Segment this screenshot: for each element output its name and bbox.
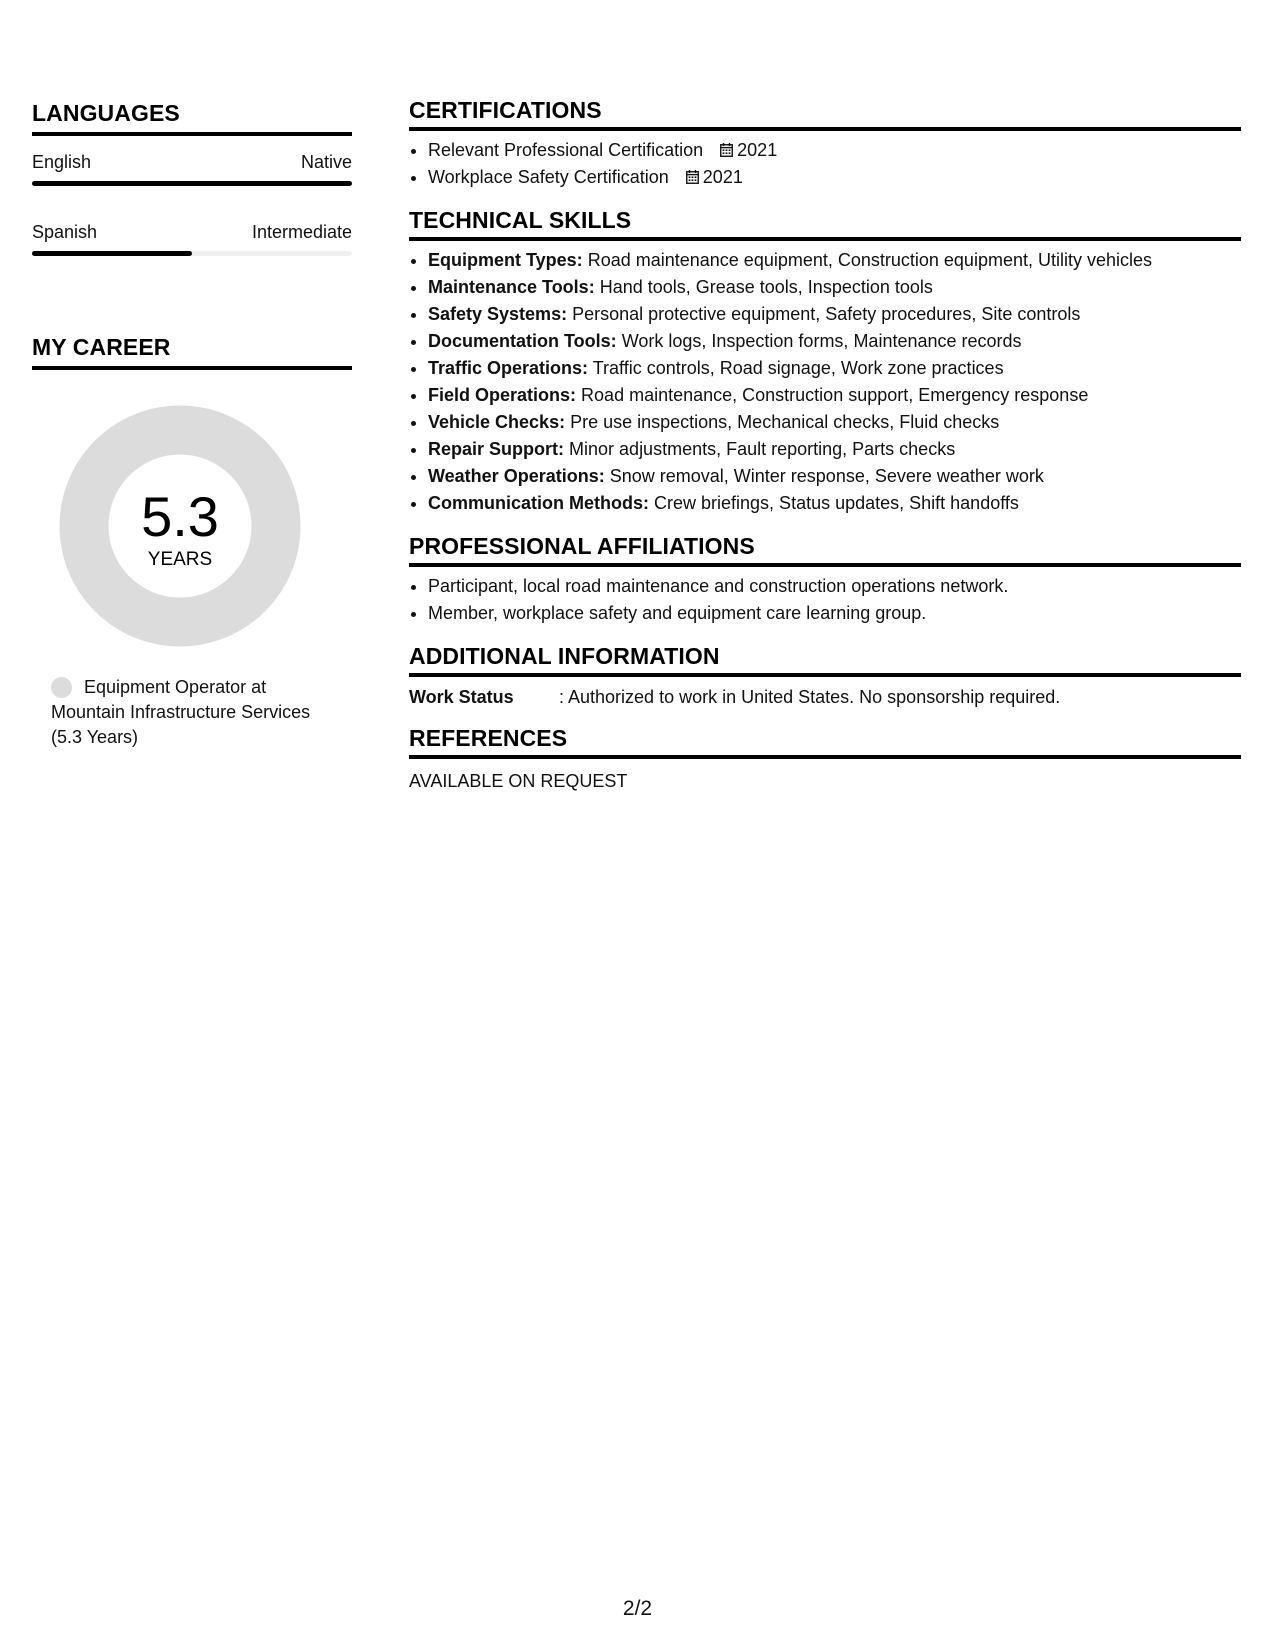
skill-value: Work logs, Inspection forms, Maintenance records: [621, 331, 1022, 351]
skill-label: Weather Operations:: [428, 466, 605, 486]
affiliation-item: • Member, workplace safety and equipment care learning group.: [428, 600, 1241, 627]
certifications-section: [409, 95, 1241, 191]
affiliations-list: [409, 573, 1241, 627]
skill-label: Equipment Types:: [428, 250, 583, 270]
affiliations-section: [409, 531, 1241, 627]
skill-value: Crew briefings, Status updates, Shift handoffs: [654, 493, 1019, 513]
career-total-unit: YEARS: [147, 549, 213, 570]
right-column: [409, 95, 1241, 807]
skill-item: [428, 301, 1241, 328]
career-heading: MY CAREER: [32, 332, 352, 370]
skill-item: [428, 328, 1241, 355]
technical-skills-section: [409, 205, 1241, 517]
skill-item: [428, 355, 1241, 382]
career-entry-text: Equipment Operator at Mountain Infrastructure Services (5.3 Years): [51, 677, 311, 747]
skill-item: [428, 382, 1241, 409]
work-status-label: Work Status: [409, 687, 514, 707]
certification-year: 2021: [737, 140, 778, 160]
skill-value: Hand tools, Grease tools, Inspection tools: [599, 277, 933, 297]
language-item: [32, 150, 352, 186]
page-number: 2/2: [622, 1597, 653, 1620]
left-column: [32, 98, 352, 750]
career-entry: [51, 675, 341, 750]
affiliations-heading: PROFESSIONAL AFFILIATIONS: [409, 531, 1241, 567]
skill-value: Road maintenance, Construction support, Emergency response: [581, 385, 1089, 405]
certification-item: [428, 164, 1241, 191]
certification-name: Relevant Professional Certification: [428, 140, 704, 160]
language-proficiency-bar: [32, 181, 352, 186]
calendar-icon: [686, 170, 699, 184]
skill-label: Maintenance Tools:: [428, 277, 595, 297]
certifications-heading: CERTIFICATIONS: [409, 95, 1241, 131]
career-legend-dot: [51, 677, 72, 698]
certification-year: 2021: [702, 167, 743, 187]
calendar-icon: [720, 143, 733, 157]
skill-item: [428, 274, 1241, 301]
skill-value: Traffic controls, Road signage, Work zone practices: [592, 358, 1004, 378]
certifications-list: [409, 137, 1241, 191]
additional-information-section: [409, 641, 1241, 709]
affiliation-item: • Participant, local road maintenance and construction operations network.: [428, 573, 1241, 600]
skill-label: Vehicle Checks:: [428, 412, 566, 432]
skill-label: Field Operations:: [428, 385, 577, 405]
skill-label: Repair Support:: [428, 439, 565, 459]
skill-label: Traffic Operations:: [428, 358, 589, 378]
skill-value: Minor adjustments, Fault reporting, Parts checks: [569, 439, 956, 459]
language-level: Intermediate: [251, 222, 352, 242]
skill-value: Pre use inspections, Mechanical checks, Fluid checks: [570, 412, 1000, 432]
skill-label: Documentation Tools:: [428, 331, 617, 351]
references-heading: REFERENCES: [409, 723, 1241, 759]
skill-item: [428, 490, 1241, 517]
skill-item: [428, 463, 1241, 490]
certification-name: Workplace Safety Certification: [428, 167, 669, 187]
technical-skills-list: [409, 247, 1241, 517]
skill-item: [428, 247, 1241, 274]
work-status-row: [409, 685, 1241, 709]
skill-label: Communication Methods:: [428, 493, 649, 513]
language-proficiency-bar: [32, 251, 352, 256]
language-level: Native: [300, 152, 352, 172]
references-section: [409, 723, 1241, 793]
references-text: AVAILABLE ON REQUEST: [409, 771, 628, 791]
language-item: [32, 220, 352, 256]
skill-item: [428, 436, 1241, 463]
work-status-value: : Authorized to work in United States. No sponsorship required.: [559, 687, 1061, 707]
technical-skills-heading: TECHNICAL SKILLS: [409, 205, 1241, 241]
language-name: English: [32, 152, 92, 172]
skill-value: Snow removal, Winter response, Severe weather work: [609, 466, 1044, 486]
skill-value: Road maintenance equipment, Construction equipment, Utility vehicles: [587, 250, 1153, 270]
certification-item: [428, 137, 1241, 164]
career-total-value: 5.3: [141, 485, 219, 548]
language-name: Spanish: [32, 222, 98, 242]
language-proficiency-fill: [32, 251, 192, 256]
career-donut-chart: [57, 403, 303, 649]
skill-item: [428, 409, 1241, 436]
language-proficiency-fill: [32, 181, 352, 186]
additional-information-heading: ADDITIONAL INFORMATION: [409, 641, 1241, 677]
skill-value: Personal protective equipment, Safety procedures, Site controls: [572, 304, 1081, 324]
languages-heading: LANGUAGES: [32, 98, 352, 136]
skill-label: Safety Systems:: [428, 304, 568, 324]
